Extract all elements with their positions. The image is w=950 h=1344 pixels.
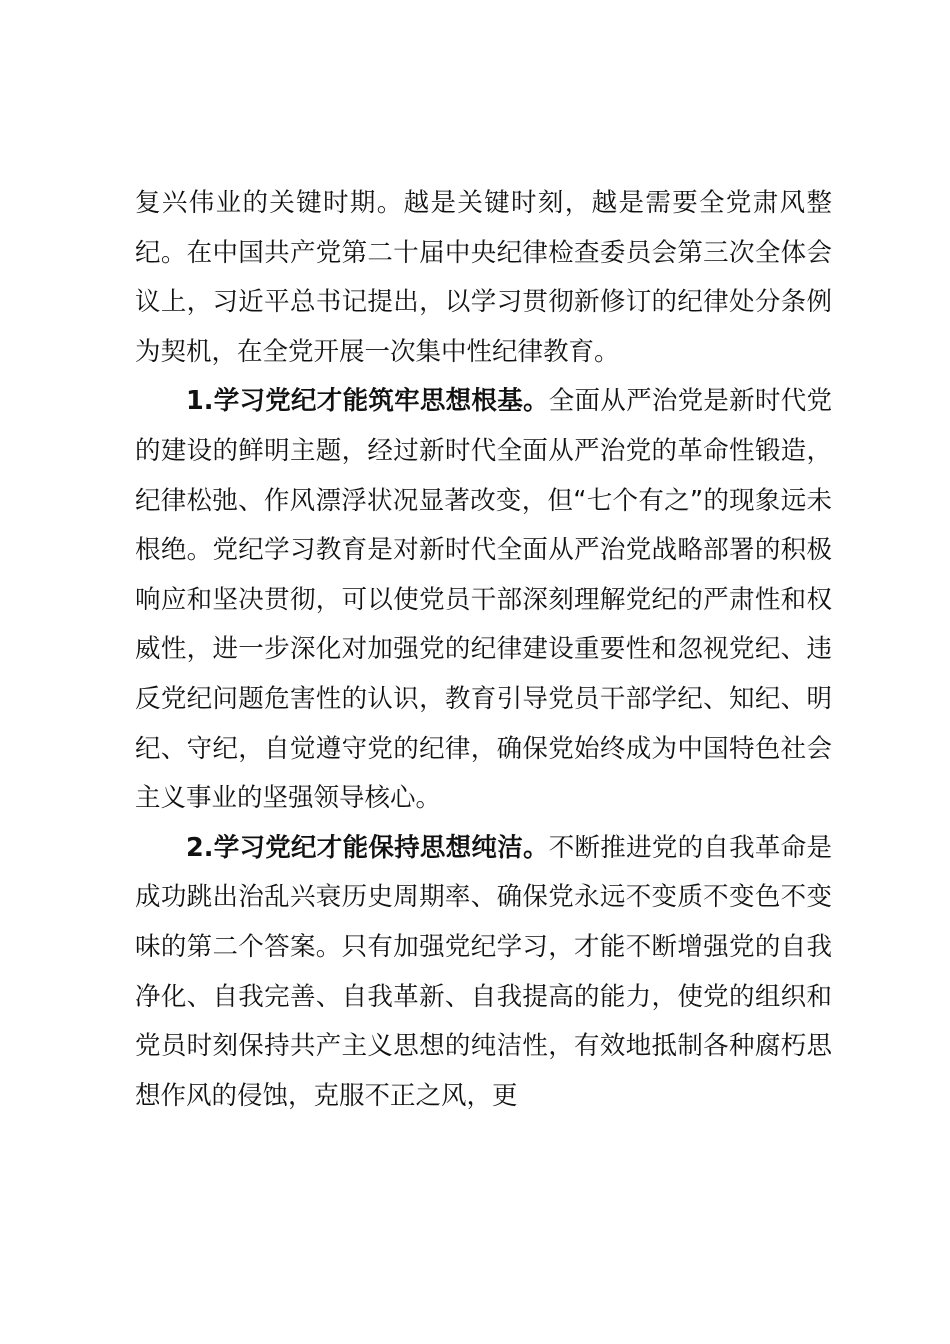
paragraph-section-1 (135, 377, 832, 823)
section-heading: 1.学习党纪才能筑牢思想根基。 (186, 386, 549, 417)
paragraph-body: 不断推进党的自我革命是成功跳出治乱兴衰历史周期率、确保党永远不变质不变色不变味的第二个答案。只有加强党纪学习，才能不断增强党的自我净化、自我完善、自我革新、自我提高的能力，使党的组织和党员时刻保持共产主义思想的纯洁性，有效地抵制各种腐朽思想作风的侵蚀，克服不正之风，更 (135, 832, 832, 1111)
paragraph-body: 复兴伟业的关键时期。越是关键时刻，越是需要全党肃风整纪。在中国共产党第二十届中央纪律检查委员会第三次全体会议上，习近平总书记提出，以学习贯彻新修订的纪律处分条例为契机，在全党开展一次集中性纪律教育。 (135, 188, 832, 367)
paragraph-section-2 (135, 824, 832, 1122)
paragraph-continuation (135, 179, 832, 377)
section-heading: 2.学习党纪才能保持思想纯洁。 (186, 832, 549, 863)
document-page (135, 179, 832, 1121)
paragraph-body: 全面从严治党是新时代党的建设的鲜明主题，经过新时代全面从严治党的革命性锻造，纪律松弛、作风漂浮状况显著改变，但“七个有之”的现象远未根绝。党纪学习教育是对新时代全面从严治党战略部署的积极响应和坚决贯彻，可以使党员干部深刻理解党纪的严肃性和权威性，进一步深化对加强党的纪律建设重要性和忽视党纪、违反党纪问题危害性的认识，教育引导党员干部学纪、知纪、明纪、守纪，自觉遵守党的纪律，确保党始终成为中国特色社会主义事业的坚强领导核心。 (135, 386, 832, 814)
